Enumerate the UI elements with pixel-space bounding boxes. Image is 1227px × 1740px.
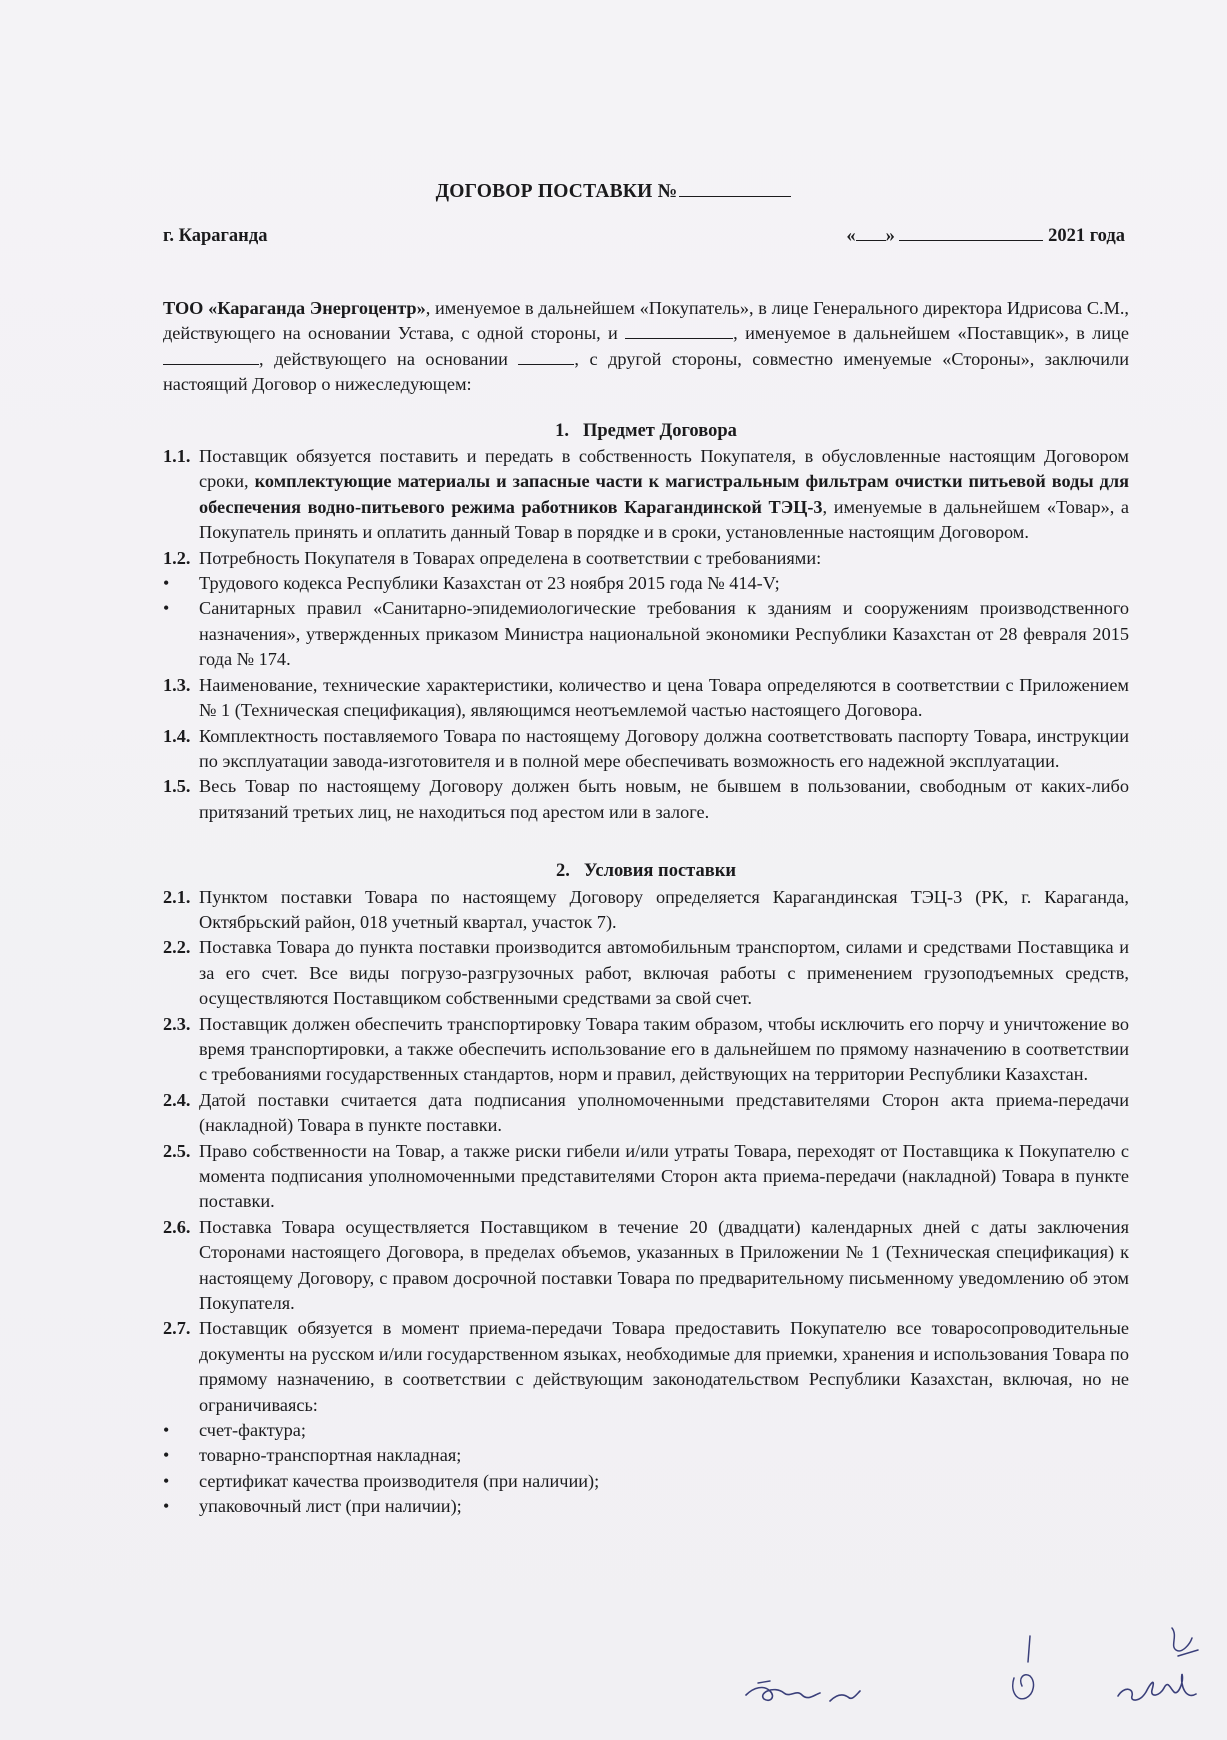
clause-1-1: 1.1. Поставщик обязуется поставить и передать в собственность Покупателя, в обусловленные настоящим Договором сроки, комплектующие материалы и запасные части к магистральным фильтрам очистки питьевой воды для обеспечения водно-питьевого режима работников Карагандинской ТЭЦ-3, именуемые в дальнейшем «Товар», а Покупатель принять и оплатить данный Товар в порядке и в сроки, установленные настоящим Договором.: [163, 446, 1129, 543]
clause-1-4: 1.4. Комплектность поставляемого Товара по настоящему Договору должна соответствовать паспорту Товара, инструкции по эксплуатации завода-изготовителя и в полной мере обеспечивать возможность его надежной эксплуатации.: [163, 725, 1129, 771]
list-item: • Трудового кодекса Республики Казахстан от 23 ноября 2015 года № 414-V;: [163, 571, 1129, 596]
clause-1-2: 1.2. Потребность Покупателя в Товарах определена в соответствии с требованиями:: [163, 547, 822, 568]
initials-signature-3: [1112, 1616, 1212, 1716]
clause-2-5: 2.5. Право собственности на Товар, а также риски гибели и/или утраты Товара, переходят от Поставщика к Покупателю с момента подписания уполномоченными представителями Сторон акта приема-передачи (накладной) Товара в пункте поставки.: [163, 1140, 1129, 1212]
contract-date: « » 2021 года: [846, 226, 1125, 246]
clause-2-3: 2.3. Поставщик должен обеспечить транспортировку Товара таким образом, чтобы исключить его порчу и уничтожение во время транспортировки, а также обеспечить использование его в дальнейшем по прямому назначению в соответствии с требованиями государственных стандартов, норм и правил, действующих на территории Республики Казахстан.: [163, 1013, 1129, 1085]
preamble: ТОО «Караганда Энергоцентр», именуемое в дальнейшем «Покупатель», в лице Генерального директора Идрисова С.М., действующего на основании Устава, с одной стороны, и , именуемое в дальнейшем «Поставщик», в лице , действующего на основании , с другой стороны, совместно именуемые «Стороны», заключили настоящий Договор о нижеследующем:: [163, 298, 1130, 395]
list-item: • счет-фактура;: [163, 1418, 1129, 1443]
initials-signature-2: [1000, 1632, 1060, 1712]
clause-1-3: 1.3. Наименование, технические характеристики, количество и цена Товара определяются в соответствии с Приложением № 1 (Техническая спецификация), являющимся неотъемлемой частью настоящего Договора.: [163, 674, 1129, 721]
month-blank: [899, 224, 1043, 241]
list-item: • упаковочный лист (при наличии);: [163, 1494, 1129, 1519]
title-text: ДОГОВОР ПОСТАВКИ №: [435, 181, 678, 202]
section-2-heading: 2. Условия поставки: [555, 861, 737, 882]
list-item: • сертификат качества производителя (при наличии);: [163, 1469, 1129, 1494]
supplier-name-blank: [625, 323, 733, 339]
basis-blank: [518, 349, 574, 365]
list-item: • Санитарных правил «Санитарно-эпидемиологические требования к зданиям и сооружениям производственного назначения», утвержденных приказом Министра национальной экономики Республики Казахстан от 28 февраля 2015 года № 174.: [163, 596, 1129, 672]
clause-2-2: 2.2. Поставка Товара до пункта поставки производится автомобильным транспортом, силами и средствами Поставщика и за его счет. Все виды погрузо-разгрузочных работ, включая работы с применением грузоподъемных средств, осуществляются Поставщиком собственными средствами за свой счет.: [163, 937, 1129, 1009]
clause-2-4: 2.4. Датой поставки считается дата подписания уполномоченными представителями Сторон акта приема-передачи (накладной) Товара в пункте поставки.: [163, 1089, 1129, 1136]
clause-1-5: 1.5. Весь Товар по настоящему Договору должен быть новым, не бывшем в пользовании, свободным от каких-либо притязаний третьих лиц, не находиться под арестом или в залоге.: [163, 776, 1129, 822]
city: г. Караганда: [163, 226, 268, 246]
day-blank: [856, 224, 886, 241]
clause-2-6: 2.6. Поставка Товара осуществляется Поставщиком в течение 20 (двадцати) календарных дней с даты заключения Сторонами настоящего Договора, в пределах объемов, указанных в Приложении № 1 (Техническая спецификация) к настоящему Договору, с правом досрочной поставки Товара по предварительному письменному уведомлению об этом Покупателя.: [163, 1216, 1129, 1314]
section-1-heading: 1. Предмет Договора: [555, 420, 737, 441]
initials-signature-1: [740, 1665, 870, 1715]
contract-body: [163, 296, 1129, 1520]
contract-number-blank: [679, 178, 791, 197]
document-title: [0, 178, 1227, 203]
representative-blank: [163, 349, 259, 365]
clause-2-7: 2.7. Поставщик обязуется в момент приема-передачи Товара предоставить Покупателю все товаросопроводительные документы на русском и/или государственном языках, необходимые для приемки, хранения и использования Товара по прямому назначению, в соответствии с действующим законодательством Республики Казахстан, включая, но не ограничиваясь:: [163, 1318, 1129, 1415]
clause-2-1: 2.1. Пунктом поставки Товара по настоящему Договору определяется Карагандинская ТЭЦ-3 (РК, г. Караганда, Октябрьский район, 018 учетный квартал, участок 7).: [163, 886, 1129, 932]
list-item: • товарно-транспортная накладная;: [163, 1443, 1129, 1468]
